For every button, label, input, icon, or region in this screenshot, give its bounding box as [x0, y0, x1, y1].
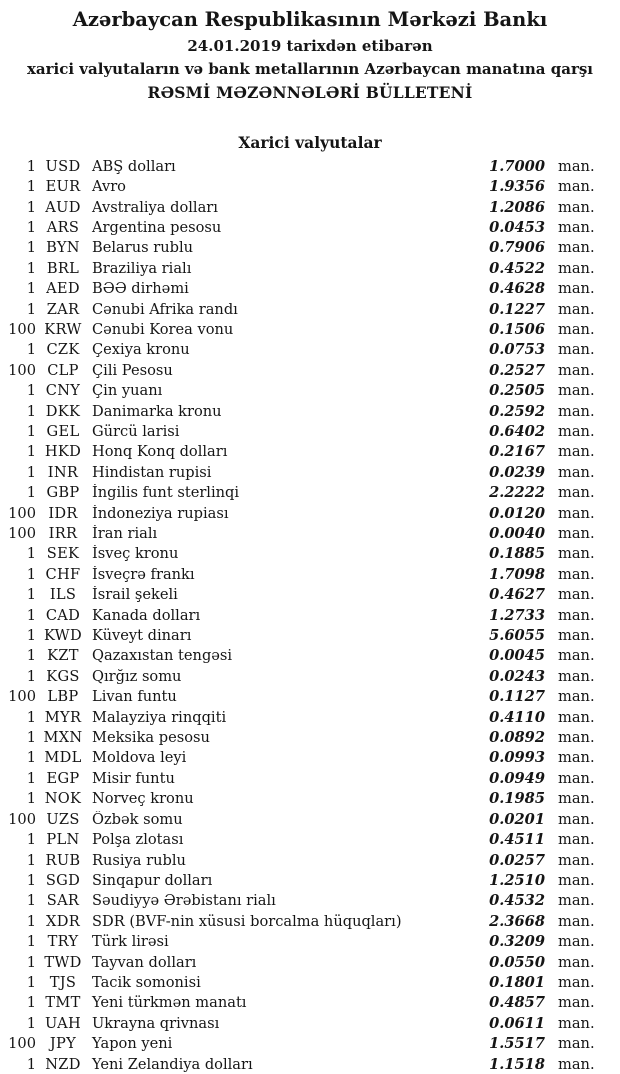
- unit-cell: man.: [558, 1035, 595, 1053]
- rate-value-cell: 0.0753: [489, 341, 545, 359]
- unit-cell: man.: [558, 973, 595, 991]
- rate-value-cell: 1.5517: [489, 1035, 545, 1053]
- rate-row: [0, 850, 620, 870]
- quantity-cell: 1: [26, 178, 36, 196]
- unit-cell: man.: [558, 463, 595, 481]
- rate-row: [0, 870, 620, 890]
- currency-code-cell: NZD: [45, 1055, 81, 1073]
- unit-cell: man.: [558, 769, 595, 787]
- currency-code-cell: XDR: [46, 912, 80, 930]
- rate-row: [0, 891, 620, 911]
- unit-cell: man.: [558, 708, 595, 726]
- rate-value-cell: 0.0993: [489, 749, 545, 767]
- currency-name-cell: Argentina pesosu: [92, 218, 222, 236]
- currency-code-cell: MYR: [44, 708, 82, 726]
- currency-code-cell: CAD: [45, 606, 81, 624]
- unit-cell: man.: [558, 525, 595, 543]
- currency-code-cell: MXN: [43, 729, 83, 747]
- currency-name-cell: Ukrayna qrivnası: [92, 1014, 220, 1032]
- currency-name-cell: Özbək somu: [92, 810, 183, 828]
- unit-cell: man.: [558, 912, 595, 930]
- unit-cell: man.: [558, 1055, 595, 1073]
- unit-cell: man.: [558, 749, 595, 767]
- rate-value-cell: 0.0243: [489, 667, 545, 685]
- currency-code-cell: AED: [46, 280, 80, 298]
- effective-date-line: 24.01.2019 tarixdən etibarən: [187, 37, 433, 55]
- currency-name-cell: Rusiya rublu: [92, 851, 186, 869]
- rate-row: [0, 197, 620, 217]
- currency-code-cell: EGP: [46, 769, 80, 787]
- rate-row: [0, 421, 620, 441]
- rate-row: [0, 748, 620, 768]
- rate-value-cell: 0.4628: [489, 280, 545, 298]
- currency-name-cell: İngilis funt sterlinqi: [92, 484, 240, 502]
- quantity-cell: 1: [26, 443, 36, 461]
- currency-name-cell: Moldova leyi: [92, 749, 187, 767]
- currency-code-cell: TWD: [44, 953, 82, 971]
- quantity-cell: 100: [8, 361, 36, 379]
- currency-code-cell: PLN: [46, 831, 80, 849]
- rate-row: [0, 483, 620, 503]
- currency-code-cell: KRW: [44, 320, 82, 338]
- rate-value-cell: 0.1885: [489, 545, 545, 563]
- rate-row: [0, 972, 620, 992]
- rate-value-cell: 0.4857: [489, 994, 545, 1012]
- rate-value-cell: 1.7098: [489, 565, 545, 583]
- rate-row: [0, 278, 620, 298]
- quantity-cell: 1: [26, 157, 36, 175]
- unit-cell: man.: [558, 953, 595, 971]
- quantity-cell: 1: [26, 790, 36, 808]
- rate-value-cell: 0.0045: [489, 647, 545, 665]
- unit-cell: man.: [558, 810, 595, 828]
- currency-code-cell: GBP: [46, 484, 80, 502]
- quantity-cell: 1: [26, 259, 36, 277]
- quantity-cell: 1: [26, 831, 36, 849]
- currency-name-cell: Malayziya rinqqiti: [92, 708, 227, 726]
- unit-cell: man.: [558, 831, 595, 849]
- rate-value-cell: 0.0239: [489, 463, 545, 481]
- currency-code-cell: LBP: [47, 688, 79, 706]
- currency-code-cell: JPY: [49, 1035, 77, 1053]
- unit-cell: man.: [558, 933, 595, 951]
- rate-value-cell: 0.4522: [489, 259, 545, 277]
- currency-name-cell: Yeni Zelandiya dolları: [92, 1055, 253, 1073]
- unit-cell: man.: [558, 259, 595, 277]
- currency-name-cell: Türk lirəsi: [92, 933, 169, 951]
- rate-row: [0, 156, 620, 176]
- bulletin-title: RƏSMİ MƏZƏNNƏLƏRİ BÜLLETENİ: [147, 83, 473, 102]
- currency-code-cell: KZT: [47, 647, 79, 665]
- quantity-cell: 1: [26, 667, 36, 685]
- currency-code-cell: CZK: [46, 341, 80, 359]
- currency-name-cell: Küveyt dinarı: [92, 627, 192, 645]
- rate-row: [0, 585, 620, 605]
- rate-value-cell: 0.1127: [489, 688, 545, 706]
- currency-name-cell: Misir funtu: [92, 769, 175, 787]
- rate-row: [0, 523, 620, 543]
- unit-cell: man.: [558, 320, 595, 338]
- quantity-cell: 1: [26, 198, 36, 216]
- currency-code-cell: BYN: [46, 239, 80, 257]
- quantity-cell: 1: [26, 341, 36, 359]
- rate-row: [0, 646, 620, 666]
- currency-name-cell: BƏƏ dirhəmi: [92, 280, 189, 298]
- currency-name-cell: Norveç kronu: [92, 790, 194, 808]
- currency-name-cell: Avro: [92, 178, 126, 196]
- currency-code-cell: TJS: [49, 973, 77, 991]
- unit-cell: man.: [558, 688, 595, 706]
- unit-cell: man.: [558, 443, 595, 461]
- quantity-cell: 1: [26, 484, 36, 502]
- unit-cell: man.: [558, 157, 595, 175]
- currency-name-cell: Səudiyyə Ərəbistanı rialı: [92, 892, 276, 910]
- unit-cell: man.: [558, 606, 595, 624]
- quantity-cell: 1: [26, 994, 36, 1012]
- rate-row: [0, 258, 620, 278]
- unit-cell: man.: [558, 218, 595, 236]
- currency-code-cell: GEL: [46, 422, 80, 440]
- unit-cell: man.: [558, 1014, 595, 1032]
- unit-cell: man.: [558, 402, 595, 420]
- currency-name-cell: Çin yuanı: [92, 382, 163, 400]
- quantity-cell: 1: [26, 545, 36, 563]
- rate-value-cell: 0.2592: [489, 402, 545, 420]
- quantity-cell: 1: [26, 871, 36, 889]
- bank-name-title: Azərbaycan Respublikasının Mərkəzi Bankı: [72, 8, 548, 31]
- currency-name-cell: SDR (BVF-nin xüsusi borcalma hüquqları): [92, 912, 402, 930]
- rate-value-cell: 2.3668: [489, 912, 545, 930]
- rate-row: [0, 1033, 620, 1053]
- rate-row: [0, 401, 620, 421]
- unit-cell: man.: [558, 871, 595, 889]
- quantity-cell: 1: [26, 300, 36, 318]
- rate-value-cell: 0.0453: [489, 218, 545, 236]
- currency-name-cell: Danimarka kronu: [92, 402, 222, 420]
- quantity-cell: 1: [26, 1014, 36, 1032]
- currency-code-cell: KGS: [46, 667, 80, 685]
- rate-row: [0, 176, 620, 196]
- currency-code-cell: USD: [45, 157, 81, 175]
- currency-name-cell: Gürcü larisi: [92, 422, 180, 440]
- quantity-cell: 1: [26, 973, 36, 991]
- rate-value-cell: 0.1801: [489, 973, 545, 991]
- currency-code-cell: EUR: [45, 178, 81, 196]
- rate-value-cell: 5.6055: [489, 627, 545, 645]
- unit-cell: man.: [558, 178, 595, 196]
- rate-value-cell: 0.4627: [489, 586, 545, 604]
- currency-name-cell: İran rialı: [92, 525, 158, 543]
- rate-row: [0, 809, 620, 829]
- currency-code-cell: MDL: [44, 749, 82, 767]
- currency-name-cell: Belarus rublu: [92, 239, 194, 257]
- quantity-cell: 1: [26, 382, 36, 400]
- quantity-cell: 1: [26, 647, 36, 665]
- rate-value-cell: 0.7906: [489, 239, 545, 257]
- rate-value-cell: 0.1227: [489, 300, 545, 318]
- quantity-cell: 1: [26, 586, 36, 604]
- currency-code-cell: SGD: [45, 871, 81, 889]
- unit-cell: man.: [558, 729, 595, 747]
- rate-value-cell: 2.2222: [489, 484, 545, 502]
- quantity-cell: 100: [8, 1035, 36, 1053]
- rate-value-cell: 0.4110: [489, 708, 545, 726]
- currency-code-cell: ZAR: [46, 300, 80, 318]
- unit-cell: man.: [558, 341, 595, 359]
- unit-cell: man.: [558, 851, 595, 869]
- currency-name-cell: Qazaxıstan tengəsi: [92, 647, 233, 665]
- rate-row: [0, 687, 620, 707]
- quantity-cell: 1: [26, 953, 36, 971]
- rate-value-cell: 0.4532: [489, 892, 545, 910]
- rate-value-cell: 0.0611: [489, 1014, 545, 1032]
- rate-value-cell: 0.1985: [489, 790, 545, 808]
- currency-name-cell: Tacik somonisi: [92, 973, 201, 991]
- currency-name-cell: ABŞ dolları: [92, 157, 176, 175]
- rate-row: [0, 768, 620, 788]
- currency-name-cell: Cənubi Korea vonu: [92, 320, 234, 338]
- currency-code-cell: UAH: [44, 1014, 82, 1032]
- quantity-cell: 1: [26, 463, 36, 481]
- currency-code-cell: IRR: [48, 525, 78, 543]
- quantity-cell: 1: [26, 218, 36, 236]
- rate-value-cell: 0.0892: [489, 729, 545, 747]
- currency-name-cell: Çexiya kronu: [92, 341, 190, 359]
- rate-value-cell: 0.6402: [489, 422, 545, 440]
- rate-value-cell: 1.2086: [489, 198, 545, 216]
- rate-row: [0, 666, 620, 686]
- quantity-cell: 1: [26, 1055, 36, 1073]
- unit-cell: man.: [558, 565, 595, 583]
- quantity-cell: 1: [26, 892, 36, 910]
- rate-row: [0, 442, 620, 462]
- currency-code-cell: ILS: [49, 586, 77, 604]
- unit-cell: man.: [558, 300, 595, 318]
- quantity-cell: 1: [26, 239, 36, 257]
- quantity-cell: 100: [8, 688, 36, 706]
- unit-cell: man.: [558, 667, 595, 685]
- rate-row: [0, 911, 620, 931]
- quantity-cell: 100: [8, 504, 36, 522]
- rate-value-cell: 1.2733: [489, 606, 545, 624]
- unit-cell: man.: [558, 892, 595, 910]
- rate-row: [0, 503, 620, 523]
- unit-cell: man.: [558, 198, 595, 216]
- currency-code-cell: ARS: [46, 218, 80, 236]
- rate-value-cell: 0.0201: [489, 810, 545, 828]
- rate-row: [0, 360, 620, 380]
- currency-code-cell: SEK: [46, 545, 80, 563]
- unit-cell: man.: [558, 586, 595, 604]
- rate-row: [0, 1054, 620, 1074]
- rate-row: [0, 544, 620, 564]
- currency-code-cell: CNY: [45, 382, 81, 400]
- rate-value-cell: 0.1506: [489, 320, 545, 338]
- currency-name-cell: Kanada dolları: [92, 606, 201, 624]
- currency-code-cell: DKK: [45, 402, 81, 420]
- currency-code-cell: UZS: [46, 810, 80, 828]
- currency-code-cell: RUB: [45, 851, 81, 869]
- quantity-cell: 1: [26, 627, 36, 645]
- rate-value-cell: 1.1518: [489, 1055, 545, 1073]
- unit-cell: man.: [558, 422, 595, 440]
- rate-row: [0, 217, 620, 237]
- section-title-foreign-currencies: Xarici valyutalar: [238, 133, 382, 152]
- rate-value-cell: 0.0120: [489, 504, 545, 522]
- currency-code-cell: INR: [47, 463, 79, 481]
- currency-code-cell: CLP: [47, 361, 79, 379]
- quantity-cell: 1: [26, 280, 36, 298]
- unit-cell: man.: [558, 994, 595, 1012]
- currency-code-cell: NOK: [44, 790, 82, 808]
- quantity-cell: 1: [26, 912, 36, 930]
- currency-name-cell: Meksika pesosu: [92, 729, 210, 747]
- quantity-cell: 1: [26, 422, 36, 440]
- quantity-cell: 1: [26, 729, 36, 747]
- currency-name-cell: İsrail şekeli: [92, 586, 178, 604]
- rate-row: [0, 462, 620, 482]
- quantity-cell: 1: [26, 933, 36, 951]
- currency-code-cell: KWD: [44, 627, 82, 645]
- rate-value-cell: 0.0550: [489, 953, 545, 971]
- quantity-cell: 1: [26, 851, 36, 869]
- rate-row: [0, 380, 620, 400]
- unit-cell: man.: [558, 504, 595, 522]
- quantity-cell: 100: [8, 810, 36, 828]
- currency-name-cell: Sinqapur dolları: [92, 871, 213, 889]
- document-header: [0, 7, 620, 103]
- quantity-cell: 1: [26, 402, 36, 420]
- currency-code-cell: TRY: [47, 933, 79, 951]
- currency-name-cell: Polşa zlotası: [92, 831, 184, 849]
- unit-cell: man.: [558, 382, 595, 400]
- unit-cell: man.: [558, 484, 595, 502]
- rate-value-cell: 1.9356: [489, 178, 545, 196]
- currency-code-cell: CHF: [45, 565, 81, 583]
- unit-cell: man.: [558, 647, 595, 665]
- unit-cell: man.: [558, 280, 595, 298]
- currency-name-cell: Tayvan dolları: [92, 953, 197, 971]
- rate-row: [0, 829, 620, 849]
- rate-row: [0, 605, 620, 625]
- rate-row: [0, 727, 620, 747]
- rates-table: [0, 156, 620, 1074]
- rate-value-cell: 0.0949: [489, 769, 545, 787]
- rate-value-cell: 1.7000: [489, 157, 545, 175]
- unit-cell: man.: [558, 545, 595, 563]
- currency-name-cell: Yeni türkmən manatı: [92, 994, 247, 1012]
- rate-row: [0, 299, 620, 319]
- currency-code-cell: AUD: [45, 198, 81, 216]
- currency-code-cell: HKD: [44, 443, 82, 461]
- rate-row: [0, 952, 620, 972]
- rate-row: [0, 789, 620, 809]
- rate-value-cell: 0.0257: [489, 851, 545, 869]
- currency-code-cell: BRL: [46, 259, 80, 277]
- unit-cell: man.: [558, 790, 595, 808]
- rate-row: [0, 707, 620, 727]
- rate-value-cell: 0.0040: [489, 525, 545, 543]
- unit-cell: man.: [558, 239, 595, 257]
- currency-name-cell: İndoneziya rupiası: [92, 504, 229, 522]
- rate-value-cell: 0.3209: [489, 933, 545, 951]
- rate-row: [0, 993, 620, 1013]
- quantity-cell: 100: [8, 320, 36, 338]
- unit-cell: man.: [558, 361, 595, 379]
- unit-cell: man.: [558, 627, 595, 645]
- rate-row: [0, 564, 620, 584]
- rate-row: [0, 931, 620, 951]
- currency-name-cell: Cənubi Afrika randı: [92, 300, 238, 318]
- quantity-cell: 1: [26, 708, 36, 726]
- currency-name-cell: Braziliya rialı: [92, 259, 192, 277]
- quantity-cell: 1: [26, 565, 36, 583]
- quantity-cell: 100: [8, 525, 36, 543]
- currency-name-cell: Honq Konq dolları: [92, 443, 228, 461]
- currency-name-cell: Avstraliya dolları: [92, 198, 218, 216]
- currency-name-cell: İsveçrə frankı: [92, 565, 195, 583]
- currency-name-cell: Livan funtu: [92, 688, 177, 706]
- currency-code-cell: SAR: [46, 892, 80, 910]
- currency-name-cell: Çili Pesosu: [92, 361, 173, 379]
- currency-code-cell: IDR: [48, 504, 78, 522]
- quantity-cell: 1: [26, 606, 36, 624]
- rate-row: [0, 340, 620, 360]
- rate-value-cell: 0.2167: [489, 443, 545, 461]
- currency-name-cell: İsveç kronu: [92, 545, 179, 563]
- currency-name-cell: Yapon yeni: [92, 1035, 173, 1053]
- currency-code-cell: TMT: [45, 994, 81, 1012]
- currency-name-cell: Qırğız somu: [92, 667, 182, 685]
- rate-row: [0, 319, 620, 339]
- quantity-cell: 1: [26, 769, 36, 787]
- rate-value-cell: 0.2527: [489, 361, 545, 379]
- quantity-cell: 1: [26, 749, 36, 767]
- rate-value-cell: 1.2510: [489, 871, 545, 889]
- currency-name-cell: Hindistan rupisi: [92, 463, 212, 481]
- rate-value-cell: 0.2505: [489, 382, 545, 400]
- bulletin-subtitle: xarici valyutaların və bank metallarının Azərbaycan manatına qarşı: [26, 60, 594, 78]
- rate-row: [0, 625, 620, 645]
- rate-value-cell: 0.4511: [489, 831, 545, 849]
- rate-row: [0, 238, 620, 258]
- rate-row: [0, 1013, 620, 1033]
